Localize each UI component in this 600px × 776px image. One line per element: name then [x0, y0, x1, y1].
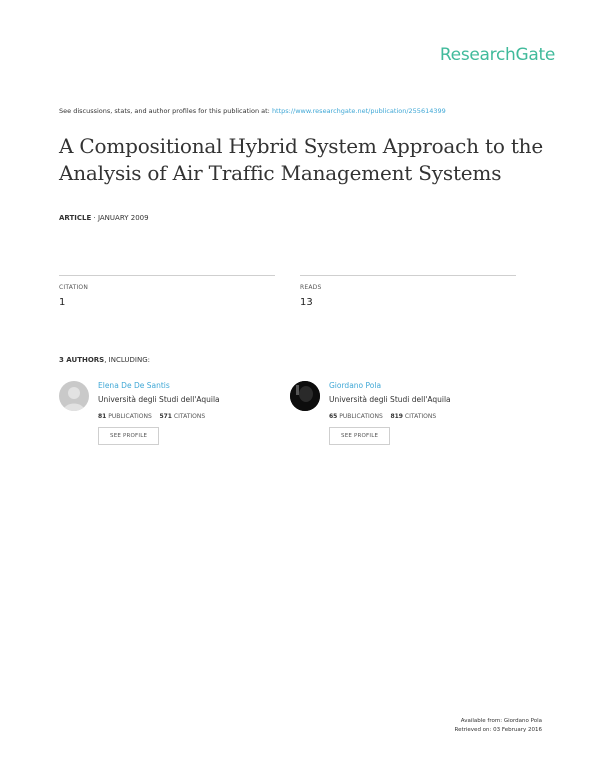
retrieved-on: Retrieved on: 03 February 2016: [454, 727, 542, 733]
authors-count: 3 AUTHORS: [59, 356, 105, 364]
available-from: Available from: Giordano Pola: [460, 718, 542, 724]
default-user-icon[interactable]: [59, 381, 89, 411]
researchgate-logo[interactable]: ResearchGate: [439, 45, 555, 65]
publications-label: PUBLICATIONS: [339, 413, 383, 420]
see-profile-button[interactable]: SEE PROFILE: [329, 427, 390, 445]
citation-label: CITATION: [59, 284, 89, 291]
authors-heading: [59, 356, 150, 364]
footer-info: [455, 717, 542, 735]
publication-meta: [59, 214, 149, 222]
reads-label: READS: [300, 284, 322, 291]
author-affiliation: Università degli Studi dell'Aquila: [98, 395, 220, 404]
publications-label: PUBLICATIONS: [108, 413, 152, 420]
discussion-text: See discussions, stats, and author profiles for this publication at:: [59, 107, 272, 115]
reads-value: 13: [300, 297, 313, 308]
author-name-link[interactable]: Giordano Pola: [329, 381, 382, 390]
publication-link[interactable]: https://www.researchgate.net/publication/255614399: [271, 107, 446, 115]
reads-stat: [300, 275, 516, 308]
citation-value: 1: [59, 297, 66, 308]
author-affiliation: Università degli Studi dell'Aquila: [329, 395, 451, 404]
discussion-line: [59, 107, 559, 115]
see-profile-button[interactable]: SEE PROFILE: [98, 427, 159, 445]
author-stats: [98, 413, 298, 420]
publications-count: 81: [98, 413, 107, 420]
authors-suffix: , INCLUDING:: [104, 356, 151, 364]
citations-label: CITATIONS: [173, 413, 206, 420]
publication-date: · JANUARY 2009: [91, 214, 149, 222]
publications-count: 65: [329, 413, 338, 420]
title-line-2: Analysis of Air Traffic Management Systems: [59, 161, 502, 185]
publication-type: ARTICLE: [59, 214, 92, 222]
citations-count: 571: [159, 413, 172, 420]
author-stats: [329, 413, 529, 420]
citation-stat: [59, 275, 275, 308]
profile-photo-icon[interactable]: [290, 381, 320, 411]
citations-count: 819: [390, 413, 403, 420]
citations-label: CITATIONS: [404, 413, 437, 420]
author-name-link[interactable]: Elena De De Santis: [98, 381, 170, 390]
publication-title: [59, 133, 559, 187]
title-line-1: A Compositional Hybrid System Approach to the: [59, 134, 543, 158]
